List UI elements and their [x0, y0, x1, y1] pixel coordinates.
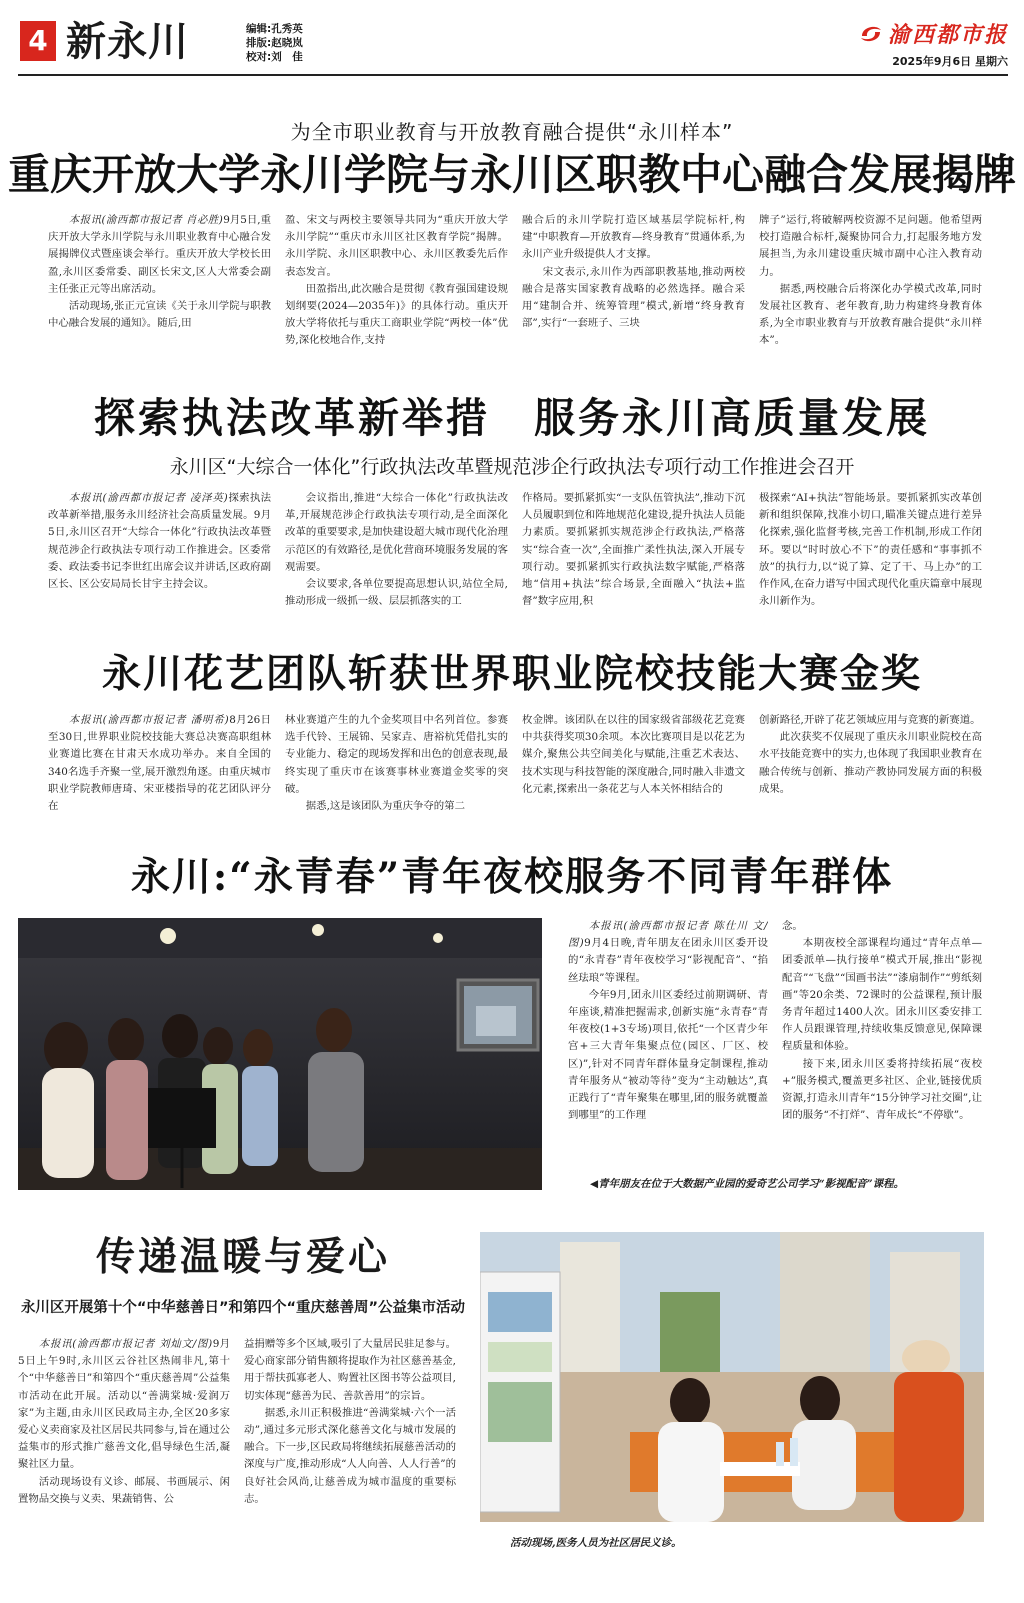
- article1-paragraph: 盈、宋文与两校主要领导共同为“重庆开放大学永川学院”“重庆市永川区社区教育学院”揭牌。永川学院、永川区职教中心、永川区教委先后作表态发言。: [285, 214, 508, 278]
- recording-studio-photo: [18, 918, 542, 1190]
- article5-byline: 本报讯(渝西都市报记者 刘灿文/图): [38, 1338, 213, 1350]
- masthead: [18, 16, 1008, 74]
- article2-col-2: [285, 490, 508, 612]
- page-number: 4: [20, 21, 56, 61]
- article1-byline: 本报讯(渝西都市报记者 肖必胜): [68, 214, 224, 226]
- article1-col-2: [285, 212, 508, 352]
- article2-col-1: [48, 490, 271, 612]
- article4-paragraph: 接下来,团永川区委将持续拓展“夜校+”服务模式,覆盖更多社区、企业,链接优质资源,打造永川青年“15分钟学习社交圈”,让团的服务“不打烊”、青年成长“不停歇”。: [782, 1057, 982, 1122]
- article3-headline: 永川花艺团队斩获世界职业院校技能大赛金奖: [101, 651, 922, 697]
- article3-paragraph: 此次获奖不仅展现了重庆永川职业院校在高水平技能竞赛中的实力,也体现了我国职业教育在融合传统与创新、推动产教协同发展方面的积极成果。: [759, 731, 982, 795]
- article3-col-3: [522, 712, 745, 816]
- article2-subhead: 永川区“大综合一体化”行政执法改革暨规范涉企行政执法专项行动工作推进会召开: [169, 456, 855, 478]
- article1-body: [48, 212, 984, 352]
- article5-col-2: [244, 1336, 456, 1576]
- article2-paragraph: 会议指出,推进“大综合一体化”行政执法改革,开展规范涉企行政执法专项行动,是全面深化改革的重要要求,是加快建设超大城市现代化治理示范区的有效路径,是优化营商环境服务发展的客观需要。: [285, 492, 508, 573]
- article5-paragraph: 据悉,永川正积极推进“善满棠城·六个一活动”,通过多元形式深化慈善文化与城市发展的融合。下一步,区民政局将继续拓展慈善活动的深度与广度,推动形成“人人向善、人人行善”的良好社会风尚,让慈善成为城市温度的重要标志。: [244, 1406, 456, 1505]
- article1-col-4: [759, 212, 982, 352]
- person-figure-1: [42, 1022, 94, 1178]
- article3-paragraph: 创新路径,开辟了花艺领域应用与竞赛的新赛道。: [759, 714, 981, 726]
- article1-headline: 重庆开放大学永川学院与永川区职教中心融合发展揭牌: [7, 150, 1016, 199]
- article5-paragraph: 活动现场设有义诊、邮展、书画展示、闲置物品交换与义卖、果蔬销售、公: [18, 1475, 230, 1505]
- article4-body: [568, 918, 984, 1158]
- article2-col-4: [759, 490, 982, 612]
- article4-paragraph: 9月4日晚,青年朋友在团永川区委开设的“永青春”青年夜校学习“影视配音”、“掐丝珐琅”等课程。: [568, 937, 768, 984]
- article1-paragraph: 据悉,两校融合后将深化办学模式改革,同时发展社区教育、老年教育,助力构建终身教育体系,为全市职业教育与开放教育融合提供“永川样本”。: [759, 282, 982, 347]
- proofread-credit: 校对:刘 佳: [246, 51, 303, 63]
- charity-fair-photo: [480, 1232, 984, 1522]
- article5-col-1: [18, 1336, 230, 1576]
- article2-col-3: [522, 490, 745, 612]
- article2-paragraph: 探索执法改革新举措,服务永川经济社会高质量发展。9月5日,永川区召开“大综合一体化”行政执法改革暨规范涉企行政执法专项行动工作推进会。区委常委、政法委书记李世红出席会议并讲话,区政府副区长、区公安局局长甘宇主持会议。: [48, 492, 271, 591]
- article2-byline: 本报讯(渝西都市报记者 凌泽英): [68, 492, 229, 504]
- issue-date: 2025年9月6日 星期六: [892, 54, 1008, 68]
- article1-paragraph: 融合后的永川学院打造区域基层学院标杆,构建“中职教育—开放教育—终身教育”贯通体系,为永川产业升级提供人才支撑。: [522, 214, 745, 261]
- article5-paragraph: 益捐赠等多个区域,吸引了大量居民驻足参与。爱心商家部分销售额将提取作为社区慈善基金,用于帮扶孤寡老人、购置社区图书等公益项目,切实体现“慈善为民、善款善用”的宗旨。: [244, 1338, 456, 1402]
- article4-paragraph: 今年9月,团永川区委经过前期调研、青年座谈,精准把握需求,创新实施“永青春”青年夜校(1+3专场)项目,依托“一个区青少年宫+三大青年集聚点位(园区、厂区、校区)”,针对不同青年群体量身定制课程,推动青年服务从“被动等待”变为“主动触达”,真正践行了“青年聚集在哪里,团的服务就覆盖到哪里”的工作理: [568, 988, 768, 1122]
- article3-col-1: [48, 712, 271, 816]
- article4-col-2: [782, 918, 982, 1158]
- article1-paragraph: 宋文表示,永川作为西部职教基地,推动两校融合是落实国家教育战略的必然选择。融合采用“建制合并、统筹管理”模式,新增“终身教育部”,实行“一套班子、三块: [522, 265, 745, 330]
- article4-paragraph: 念。: [782, 920, 803, 932]
- person-figure-5: [242, 1029, 278, 1166]
- charity-fair-illustration: [480, 1232, 984, 1522]
- article2-paragraph: 会议要求,各单位要提高思想认识,站位全局,推动形成一级抓一级、层层抓落实的工: [285, 578, 508, 608]
- masthead-rule: [18, 74, 1008, 76]
- section-title: 新永川: [66, 18, 189, 65]
- article3-body: [48, 712, 984, 816]
- article4-paragraph: 本期夜校全部课程均通过“青年点单—团委派单—执行接单”模式开展,推出“影视配音”“飞盘”“国画书法”“漆扇制作”“剪纸刻画”等20余类、72课时的公益课程,预计服务青年超过1400人次。团永川区委安排工作人员跟课管理,持续收集反馈意见,保障课程质量和体验。: [782, 937, 982, 1053]
- article2-body: [48, 490, 984, 612]
- article1-col-1: [48, 212, 271, 352]
- article5-body: [18, 1336, 464, 1576]
- article5-paragraph: 9月5日上午9时,永川区云谷社区热闹非凡,第十个“中华慈善日”和第四个“重庆慈善周”公益集市活动在此开展。活动以“善满棠城·爱润万家”为主题,由永川区民政局主办,全区20多家爱心义卖商家及社区居民共同参与,旨在通过公益集市的形式推广慈善文化,倡导绿色生活,凝聚社区力量。: [18, 1338, 230, 1471]
- article2-headline: 探索执法改革新举措 服务永川高质量发展: [94, 394, 930, 442]
- person-figure-2: [106, 1018, 148, 1180]
- article3-col-2: [285, 712, 508, 816]
- layout-credit: 排版:赵晓岚: [246, 37, 303, 49]
- article4-photo-caption: ◀青年朋友在位于大数据产业园的爱奇艺公司学习“影视配音”课程。: [590, 1178, 905, 1190]
- article3-paragraph: 据悉,这是该团队为重庆争夺的第二: [305, 800, 465, 813]
- article1-paragraph: 田盈指出,此次融合是贯彻《教育强国建设规划纲要(2024—2035年)》的具体行动。重庆开放大学将依托与重庆工商职业学院“两校一体”优势,深化校地合作,支持: [285, 282, 508, 347]
- editor-credit: 编辑:孔秀英: [246, 23, 303, 35]
- article3-byline: 本报讯(渝西都市报记者 潘明希): [68, 714, 230, 726]
- article2-paragraph: 极探索“AI+执法”智能场景。要抓紧抓实改革创新和组织保障,找准小切口,瞄准关键点进行差异化探索,强化监督考核,完善工作机制,形成工作闭环。要以“时时放心不下”的责任感和“事事抓不放”的执行力,以“说了算、定了干、马上办”的工作作风,在奋力谱写中国式现代化重庆篇章中展现永川新作为。: [759, 492, 982, 608]
- article1-kicker: 为全市职业教育与开放教育融合提供“永川样本”: [290, 120, 734, 144]
- article4-col-1: [568, 918, 768, 1158]
- article5-photo-caption: 活动现场,医务人员为社区居民义诊。: [510, 1537, 682, 1549]
- article1-paragraph: 9月5日,重庆开放大学永川学院与永川职业教育中心融合发展揭牌仪式暨座谈会举行。重庆开放大学校长田盈,永川区委常委、副区长宋文,区人大常委会副主任张正元等出席活动。: [48, 214, 271, 295]
- article3-paragraph: 林业赛道产生的九个金奖项目中名列首位。参赛选手代铃、王展锦、吴家垚、唐裕杭凭借扎实的专业能力、稳定的现场发挥和出色的创意表现,最终实现了重庆市在该赛事林业赛道金奖零的突破。: [285, 714, 508, 795]
- brand-swirl-icon: [858, 21, 884, 47]
- article5-headline: 传递温暖与爱心: [95, 1234, 390, 1280]
- brand-name: 渝西都市报: [888, 22, 1009, 48]
- editor-credits: [246, 22, 303, 64]
- article4-byline: 本报讯(渝西都市报记者 陈仕川 文/图): [568, 920, 768, 950]
- article3-paragraph: 8月26日至30日,世界职业院校技能大赛总决赛高职组林业赛道比赛在甘肃天水成功举办。来自全国的340名选手齐聚一堂,展开激烈角逐。由重庆城市职业学院教师唐琦、宋亚楼指导的花艺团队评分在: [48, 714, 271, 813]
- article1-paragraph: 活动现场,张正元宣读《关于永川学院与职教中心融合发展的通知》。随后,田: [48, 300, 271, 330]
- article3-paragraph: 枚金牌。该团队在以往的国家级省部级花艺竞赛中共获得奖项30余项。本次比赛项目是以花艺为媒介,聚焦公共空间美化与赋能,注重艺术表达、技术实现与科技智能的深度融合,同时融入非遗文化元素,探索出一条花艺与人本关怀相结合的: [522, 714, 745, 795]
- recording-studio-illustration: [18, 918, 542, 1190]
- newspaper-brand: [858, 18, 1008, 69]
- article3-col-4: [759, 712, 982, 816]
- article5-subhead: 永川区开展第十个“中华慈善日”和第四个“重庆慈善周”公益集市活动: [20, 1300, 466, 1316]
- article4-headline: 永川:“永青春”青年夜校服务不同青年群体: [130, 854, 894, 900]
- article2-paragraph: 作格局。要抓紧抓实“一支队伍管执法”,推动下沉人员履职到位和阵地规范化建设,提升执法人员能力素质。要抓紧抓实规范涉企行政执法,严格落实“综合查一次”,全面推广柔性执法,深入开展专项行动。要抓紧抓实行政执法数字赋能,严格落地“信用+执法”综合场景,全面融入“执法+监督”数字应用,积: [522, 492, 745, 608]
- article1-col-3: [522, 212, 745, 352]
- article1-paragraph: 牌子”运行,将破解两校资源不足问题。他希望两校打造融合标杆,凝聚协同合力,打起服务地方发展担当,为永川建设重庆城市副中心注入教育动力。: [759, 214, 982, 278]
